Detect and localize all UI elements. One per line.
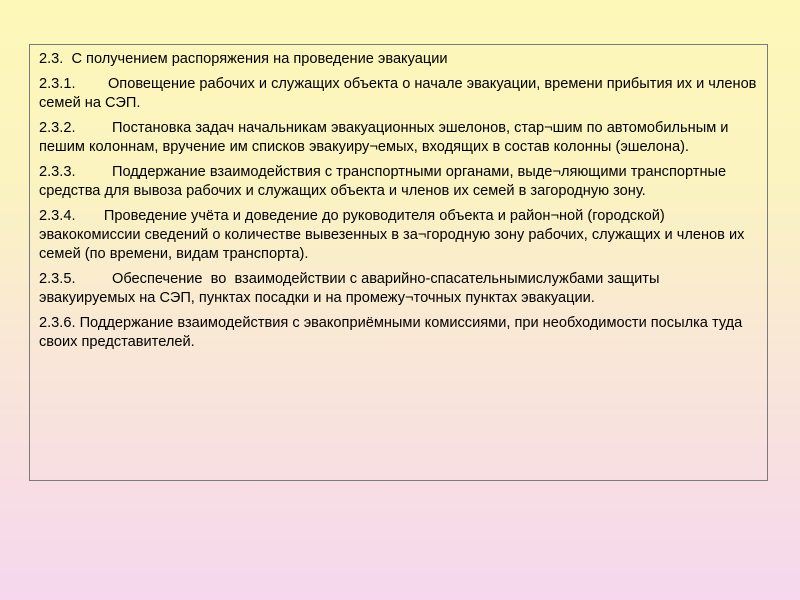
paragraph-2-3-1: 2.3.1. Оповещение рабочих и служащих объекта о начале эвакуации, времени прибытия их и членов семей на СЭП. [39,76,761,111]
paragraph-2-3-3: 2.3.3. Поддержание взаимодействия с транспортными органами, выде¬ляющими транспортные средства для вывоза рабочих и служащих объекта и членов их семей в загородную зону. [39,164,731,199]
paragraph-2-3-6: 2.3.6. Поддержание взаимодействия с эвакоприёмными комиссиями, при необходимости посылка туда своих представителей. [39,315,747,350]
paragraph-2-3: 2.3. С получением распоряжения на проведение эвакуации [39,51,448,67]
text-box [29,44,768,481]
paragraph-2-3-2: 2.3.2. Постановка задач начальникам эвакуационных эшелонов, стар¬шим по автомобильным и пешим колоннам, вручение им списков эвакуиру¬емых, входящих в состав колонны (эшелона). [39,120,733,155]
paragraph-2-3-4: 2.3.4. Проведение учёта и доведение до руководителя объекта и район¬ной (городской) эвакокомиссии сведений о количестве вывезенных в за¬городную зону рабочих, служащих и членов их семей (по времени, видам транспорта). [39,208,749,262]
paragraph-2-3-5: 2.3.5. Обеспечение во взаимодействии с аварийно-спасательнымислужбами защиты эвакуируемых на СЭП, пунктах посадки и на промежу¬точных пунктах эвакуации. [39,271,664,306]
